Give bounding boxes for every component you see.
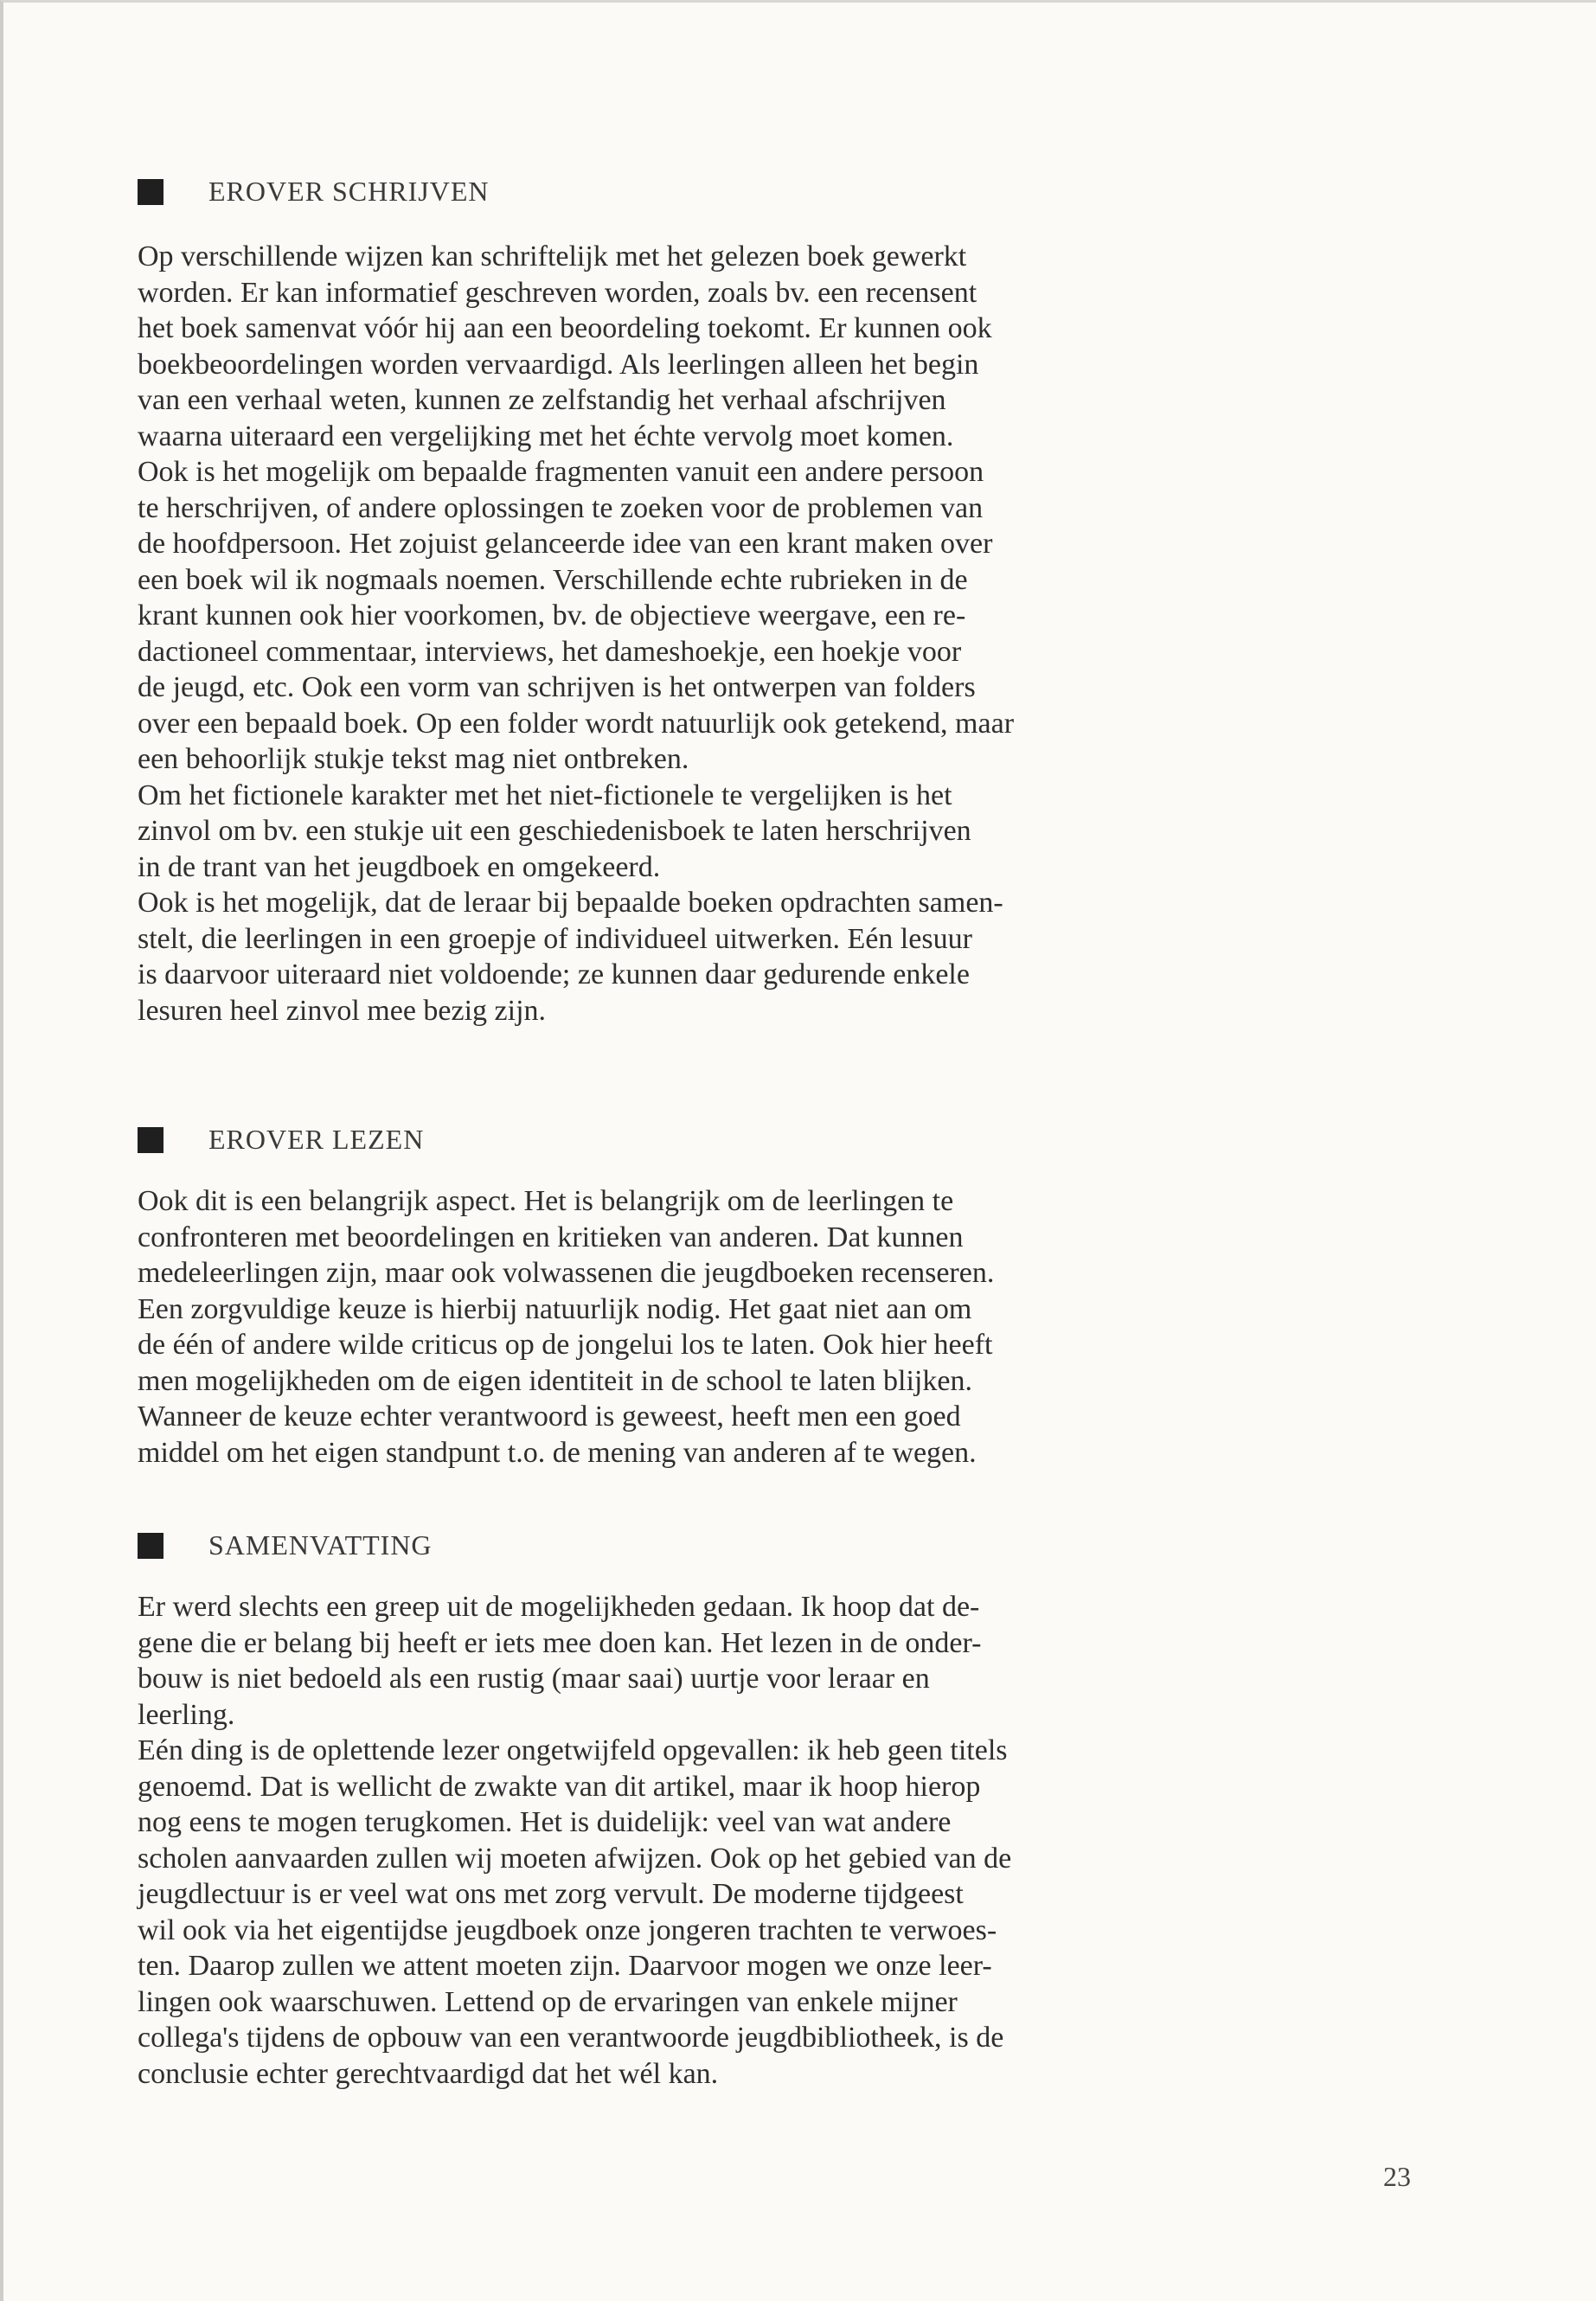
square-bullet-icon — [138, 1533, 163, 1559]
text-line: zinvol om bv. een stukje uit een geschiedenisboek te laten herschrijven — [138, 815, 971, 847]
section-samenvatting — [138, 1529, 1435, 2092]
text-line: van een verhaal weten, kunnen ze zelfstandig het verhaal afschrijven — [138, 384, 946, 416]
text-line: boekbeoordelingen worden vervaardigd. Als leerlingen alleen het begin — [138, 348, 979, 381]
text-line: over een bepaald boek. Op een folder wordt natuurlijk ook getekend, maar — [138, 707, 1015, 740]
text-line: nog eens te mogen terugkomen. Het is duidelijk: veel van wat andere — [138, 1806, 952, 1838]
text-line: is daarvoor uiteraard niet voldoende; ze kunnen daar gedurende enkele — [138, 958, 970, 990]
page-number: 23 — [1383, 2161, 1411, 2192]
section-paragraph — [138, 1589, 1435, 2092]
section-heading — [138, 176, 1435, 208]
section-heading — [138, 1529, 1435, 1561]
section-heading-text: EROVER SCHRIJVEN — [208, 176, 490, 207]
text-line: te herschrijven, of andere oplossingen te zoeken voor de problemen van — [138, 491, 984, 524]
text-line: medeleerlingen zijn, maar ook volwassenen die jeugdboeken recenseren. — [138, 1257, 995, 1289]
section-heading-text: SAMENVATTING — [208, 1529, 433, 1561]
text-line: Wanneer de keuze echter verantwoord is geweest, heeft men een goed — [138, 1400, 961, 1433]
text-line: de jeugd, etc. Ook een vorm van schrijven is het ontwerpen van folders — [138, 671, 976, 703]
text-line: conclusie echter gerechtvaardigd dat het wél kan. — [138, 2057, 719, 2090]
section-erover-lezen — [138, 1124, 1435, 1471]
text-line: gene die er belang bij heeft er iets mee doen kan. Het lezen in de onder- — [138, 1626, 982, 1659]
text-line: een behoorlijk stukje tekst mag niet ontbreken. — [138, 743, 689, 775]
text-line: in de trant van het jeugdboek en omgekeerd. — [138, 850, 661, 883]
text-line: Op verschillende wijzen kan schriftelijk met het gelezen boek gewerkt — [138, 240, 967, 272]
text-line: Ook is het mogelijk om bepaalde fragmenten vanuit een andere persoon — [138, 456, 984, 488]
section-erover-schrijven — [138, 176, 1435, 1029]
text-line: Ook is het mogelijk, dat de leraar bij bepaalde boeken opdrachten samen- — [138, 887, 1003, 919]
text-line: de één of andere wilde criticus op de jongelui los te laten. Ook hier heeft — [138, 1329, 993, 1361]
text-line: ten. Daarop zullen we attent moeten zijn. Daarvoor mogen we onze leer- — [138, 1950, 992, 1982]
text-line: Eén ding is de oplettende lezer ongetwijfeld opgevallen: ik heb geen titels — [138, 1734, 1008, 1766]
text-line: worden. Er kan informatief geschreven worden, zoals bv. een recensent — [138, 276, 977, 309]
text-line: collega's tijdens de opbouw van een verantwoorde jeugdbibliotheek, is de — [138, 2022, 1004, 2054]
text-line: dactioneel commentaar, interviews, het dameshoekje, een hoekje voor — [138, 635, 962, 668]
section-heading-text: EROVER LEZEN — [208, 1124, 425, 1155]
text-line: het boek samenvat vóór hij aan een beoordeling toekomt. Er kunnen ook — [138, 312, 992, 344]
text-line: confronteren met beoordelingen en kritieken van anderen. Dat kunnen — [138, 1221, 964, 1253]
square-bullet-icon — [138, 179, 163, 205]
text-line: bouw is niet bedoeld als een rustig (maar saai) uurtje voor leraar en — [138, 1663, 930, 1695]
text-line: men mogelijkheden om de eigen identiteit in de school te laten blijken. — [138, 1364, 972, 1397]
text-line: de hoofdpersoon. Het zojuist gelanceerde idee van een krant maken over — [138, 528, 993, 560]
text-line: Een zorgvuldige keuze is hierbij natuurlijk nodig. Het gaat niet aan om — [138, 1292, 972, 1325]
text-line: een boek wil ik nogmaals noemen. Verschillende echte rubrieken in de — [138, 563, 968, 596]
section-paragraph — [138, 239, 1435, 1029]
text-line: Er werd slechts een greep uit de mogelijkheden gedaan. Ik hoop dat de- — [138, 1591, 980, 1623]
text-line: Om het fictionele karakter met het niet-fictionele te vergelijken is het — [138, 779, 952, 811]
text-line: genoemd. Dat is wellicht de zwakte van dit artikel, maar ik hoop hierop — [138, 1770, 981, 1803]
text-line: wil ook via het eigentijdse jeugdboek onze jongeren trachten te verwoes- — [138, 1913, 997, 1946]
text-line: krant kunnen ook hier voorkomen, bv. de objectieve weergave, een re- — [138, 599, 966, 631]
text-line: scholen aanvaarden zullen wij moeten afwijzen. Ook op het gebied van de — [138, 1842, 1012, 1875]
square-bullet-icon — [138, 1127, 163, 1153]
text-line: waarna uiteraard een vergelijking met het échte vervolg moet komen. — [138, 420, 954, 452]
text-line: Ook dit is een belangrijk aspect. Het is belangrijk om de leerlingen te — [138, 1185, 954, 1217]
text-line: lesuren heel zinvol mee bezig zijn. — [138, 994, 547, 1027]
text-line: leerling. — [138, 1698, 235, 1731]
text-line: lingen ook waarschuwen. Lettend op de ervaringen van enkele mijner — [138, 1985, 958, 2018]
text-line: jeugdlectuur is er veel wat ons met zorg vervult. De moderne tijdgeest — [138, 1878, 964, 1910]
section-heading — [138, 1124, 1435, 1156]
text-line: middel om het eigen standpunt t.o. de mening van anderen af te wegen. — [138, 1436, 977, 1469]
text-line: stelt, die leerlingen in een groepje of individueel uitwerken. Eén lesuur — [138, 922, 972, 955]
section-paragraph — [138, 1183, 1435, 1471]
